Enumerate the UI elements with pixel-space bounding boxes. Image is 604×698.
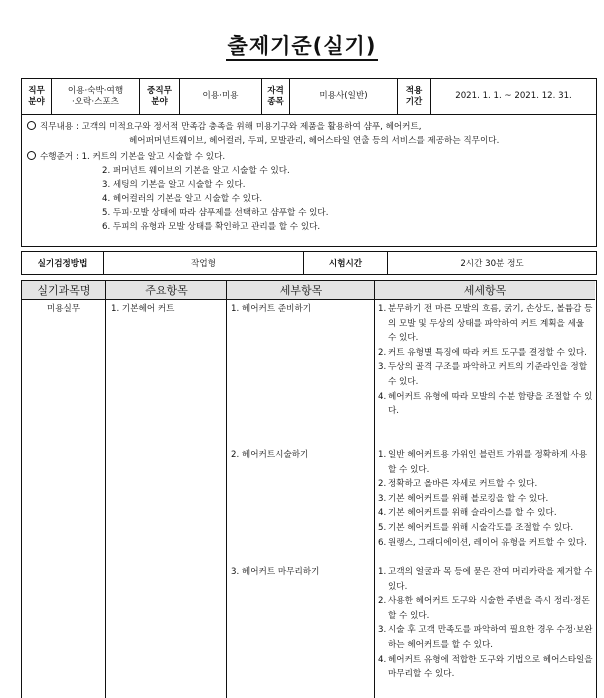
subdetail-list <box>378 448 595 550</box>
standards-label: 수행준거 : <box>40 152 79 162</box>
detail-item: 2. 헤어커트시술하기 <box>231 450 309 460</box>
period-value: 2021. 1. 1. ~ 2021. 12. 31. <box>455 91 572 102</box>
subdetail-item: 3. 시술 후 고객 만족도를 파악하여 필요한 경우 수정·보완하는 헤어커트를 할 수 있다. <box>378 625 593 650</box>
subdetail-item: 2. 커트 유형별 특징에 따라 커트 도구를 결정할 수 있다. <box>378 347 587 358</box>
document-title: 출제기준(실기) <box>0 30 604 60</box>
standard-item: 3. 세팅의 기본을 알고 시술할 수 있다. <box>102 180 246 190</box>
standard-item: 2. 퍼머넌트 웨이브의 기본을 알고 시술할 수 있다. <box>102 166 290 176</box>
detail-item: 3. 헤어커트 마무리하기 <box>231 567 320 577</box>
subdetail-list <box>378 565 595 682</box>
subdetail-item: 2. 사용한 헤어커트 도구와 시술한 주변을 즉시 정리·정돈할 수 있다. <box>378 596 590 621</box>
job-content-text-2: 헤어퍼머넌트웨이브, 헤어컬러, 두피, 모발관리, 헤어스타일 연출 등의 서비스를 제공하는 직무이다. <box>129 136 500 146</box>
subdetail-item: 4. 헤어커트 유형에 따라 모발의 수분 함량을 조절할 수 있다. <box>378 391 593 417</box>
method-value: 작업형 <box>104 252 304 274</box>
circle-bullet-icon <box>27 121 36 130</box>
col-header-detail: 세부항목 <box>227 281 375 300</box>
standard-item: 1. 커트의 기본을 알고 시술할 수 있다. <box>81 152 226 162</box>
classification-row <box>21 78 597 115</box>
main-item-cell: 1. 기본헤어 커트 <box>111 304 175 314</box>
standards-line <box>26 150 592 164</box>
cert-label: 자격 종목 <box>262 79 290 114</box>
column-divider <box>374 281 375 698</box>
subdetail-item: 1. 분무하기 전 마른 모발의 흐름, 굵기, 손상도, 볼륨감 등의 모발 및 두상의 상태를 파악하여 커트 계획을 세울 수 있다. <box>378 304 593 344</box>
subdetail-item: 3. 두상의 골격 구조를 파악하고 커트의 기준라인을 정할 수 있다. <box>378 362 588 387</box>
exam-method-row <box>21 251 597 275</box>
subdetail-item: 1. 일반 헤어커트용 가위인 블런트 가위를 정확하게 사용할 수 있다. <box>378 450 588 475</box>
standards-table <box>21 280 597 698</box>
time-value: 2시간 30분 정도 <box>460 259 524 269</box>
job-info-block <box>21 115 597 247</box>
job-content-label: 직무내용 : <box>40 122 79 132</box>
subject-cell: 미용실무 <box>46 304 81 314</box>
sub-field-label: 중직무 분야 <box>140 79 180 114</box>
col-header-subject: 실기과목명 <box>22 281 106 300</box>
method-label: 실기검정방법 <box>22 252 104 274</box>
detail-item: 1. 헤어커트 준비하기 <box>231 304 312 314</box>
job-content-line <box>26 120 592 134</box>
circle-bullet-icon <box>27 151 36 160</box>
col-header-main-item: 주요항목 <box>106 281 227 300</box>
subdetail-item: 5. 기본 헤어커트를 위해 시술각도를 조절할 수 있다. <box>378 522 574 533</box>
subdetail-list <box>378 302 595 419</box>
subdetail-item: 6. 원랭스, 그래디에이션, 레이어 유형을 커트할 수 있다. <box>378 537 587 548</box>
subdetail-item: 2. 정확하고 올바른 자세로 커트할 수 있다. <box>378 479 538 490</box>
subdetail-item: 1. 고객의 얼굴과 목 등에 묻은 잔여 머리카락을 제거할 수 있다. <box>378 567 593 592</box>
field-value: 이용·숙박·여행 ·오락·스포츠 <box>52 79 140 114</box>
field-label: 직무 분야 <box>22 79 52 114</box>
subdetail-item: 4. 기본 헤어커트를 위해 슬라이스를 할 수 있다. <box>378 508 557 519</box>
subdetail-item: 4. 헤어커트 유형에 적합한 도구와 기법으로 헤어스타일을 마무리할 수 있다. <box>378 654 593 680</box>
standard-item: 5. 두피·모발 상태에 따라 샴푸제를 선택하고 샴푸할 수 있다. <box>102 208 329 218</box>
cert-value: 미용사(일반) <box>290 79 398 114</box>
period-label: 적용 기간 <box>398 79 431 114</box>
standard-item: 6. 두피의 유형과 모발 상태를 확인하고 관리를 할 수 있다. <box>102 222 321 232</box>
time-label: 시험시간 <box>304 252 388 274</box>
column-divider <box>226 281 227 698</box>
subdetail-item: 3. 기본 헤어커트를 위해 블로킹을 할 수 있다. <box>378 493 549 504</box>
sub-field-value: 이용·미용 <box>180 79 262 114</box>
job-content-text-1: 고객의 미적요구와 정서적 만족감 충족을 위해 미용기구와 제품을 활용하여 샴푸, 헤어커트, <box>81 122 422 132</box>
column-divider <box>105 281 106 698</box>
col-header-subdetail: 세세항목 <box>375 281 595 300</box>
standard-item: 4. 헤어컬러의 기본을 알고 시술할 수 있다. <box>102 194 263 204</box>
